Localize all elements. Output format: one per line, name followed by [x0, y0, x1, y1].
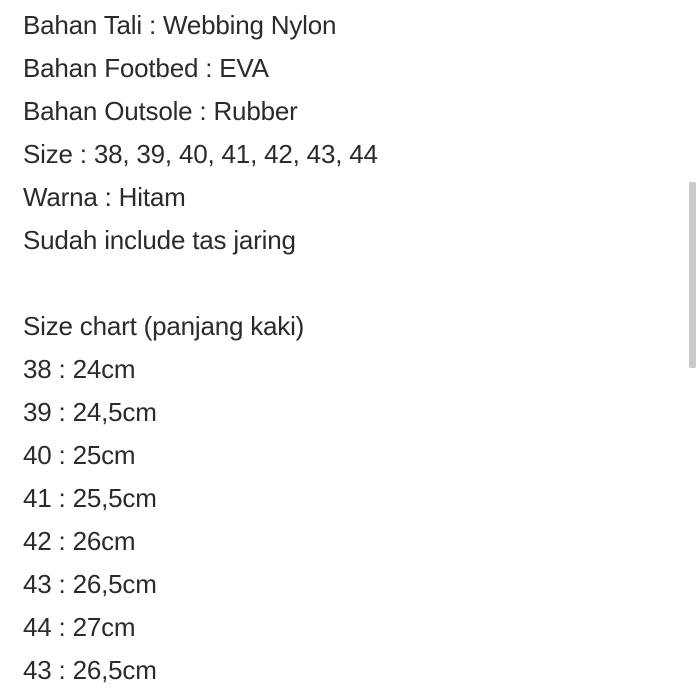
size-chart-row: 39 : 24,5cm	[23, 397, 157, 427]
size-chart-row: 38 : 24cm	[23, 354, 136, 384]
product-description	[23, 4, 670, 692]
size-chart-row: 41 : 25,5cm	[23, 483, 157, 513]
blank-line	[23, 262, 670, 305]
spec-included-bag: Sudah include tas jaring	[23, 225, 296, 255]
spec-color: Warna : Hitam	[23, 182, 186, 212]
size-chart-row: 42 : 26cm	[23, 526, 136, 556]
size-chart-title: Size chart (panjang kaki)	[23, 311, 305, 341]
size-chart-row: 43 : 26,5cm	[23, 569, 157, 599]
spec-footbed-material: Bahan Footbed : EVA	[23, 53, 269, 83]
size-chart-row: 44 : 27cm	[23, 612, 136, 642]
spec-outsole-material: Bahan Outsole : Rubber	[23, 96, 298, 126]
spec-strap-material: Bahan Tali : Webbing Nylon	[23, 10, 337, 40]
size-chart-row: 40 : 25cm	[23, 440, 136, 470]
spec-sizes: Size : 38, 39, 40, 41, 42, 43, 44	[23, 139, 378, 169]
vertical-scrollbar[interactable]	[689, 182, 696, 368]
size-chart-row: 43 : 26,5cm	[23, 655, 157, 685]
